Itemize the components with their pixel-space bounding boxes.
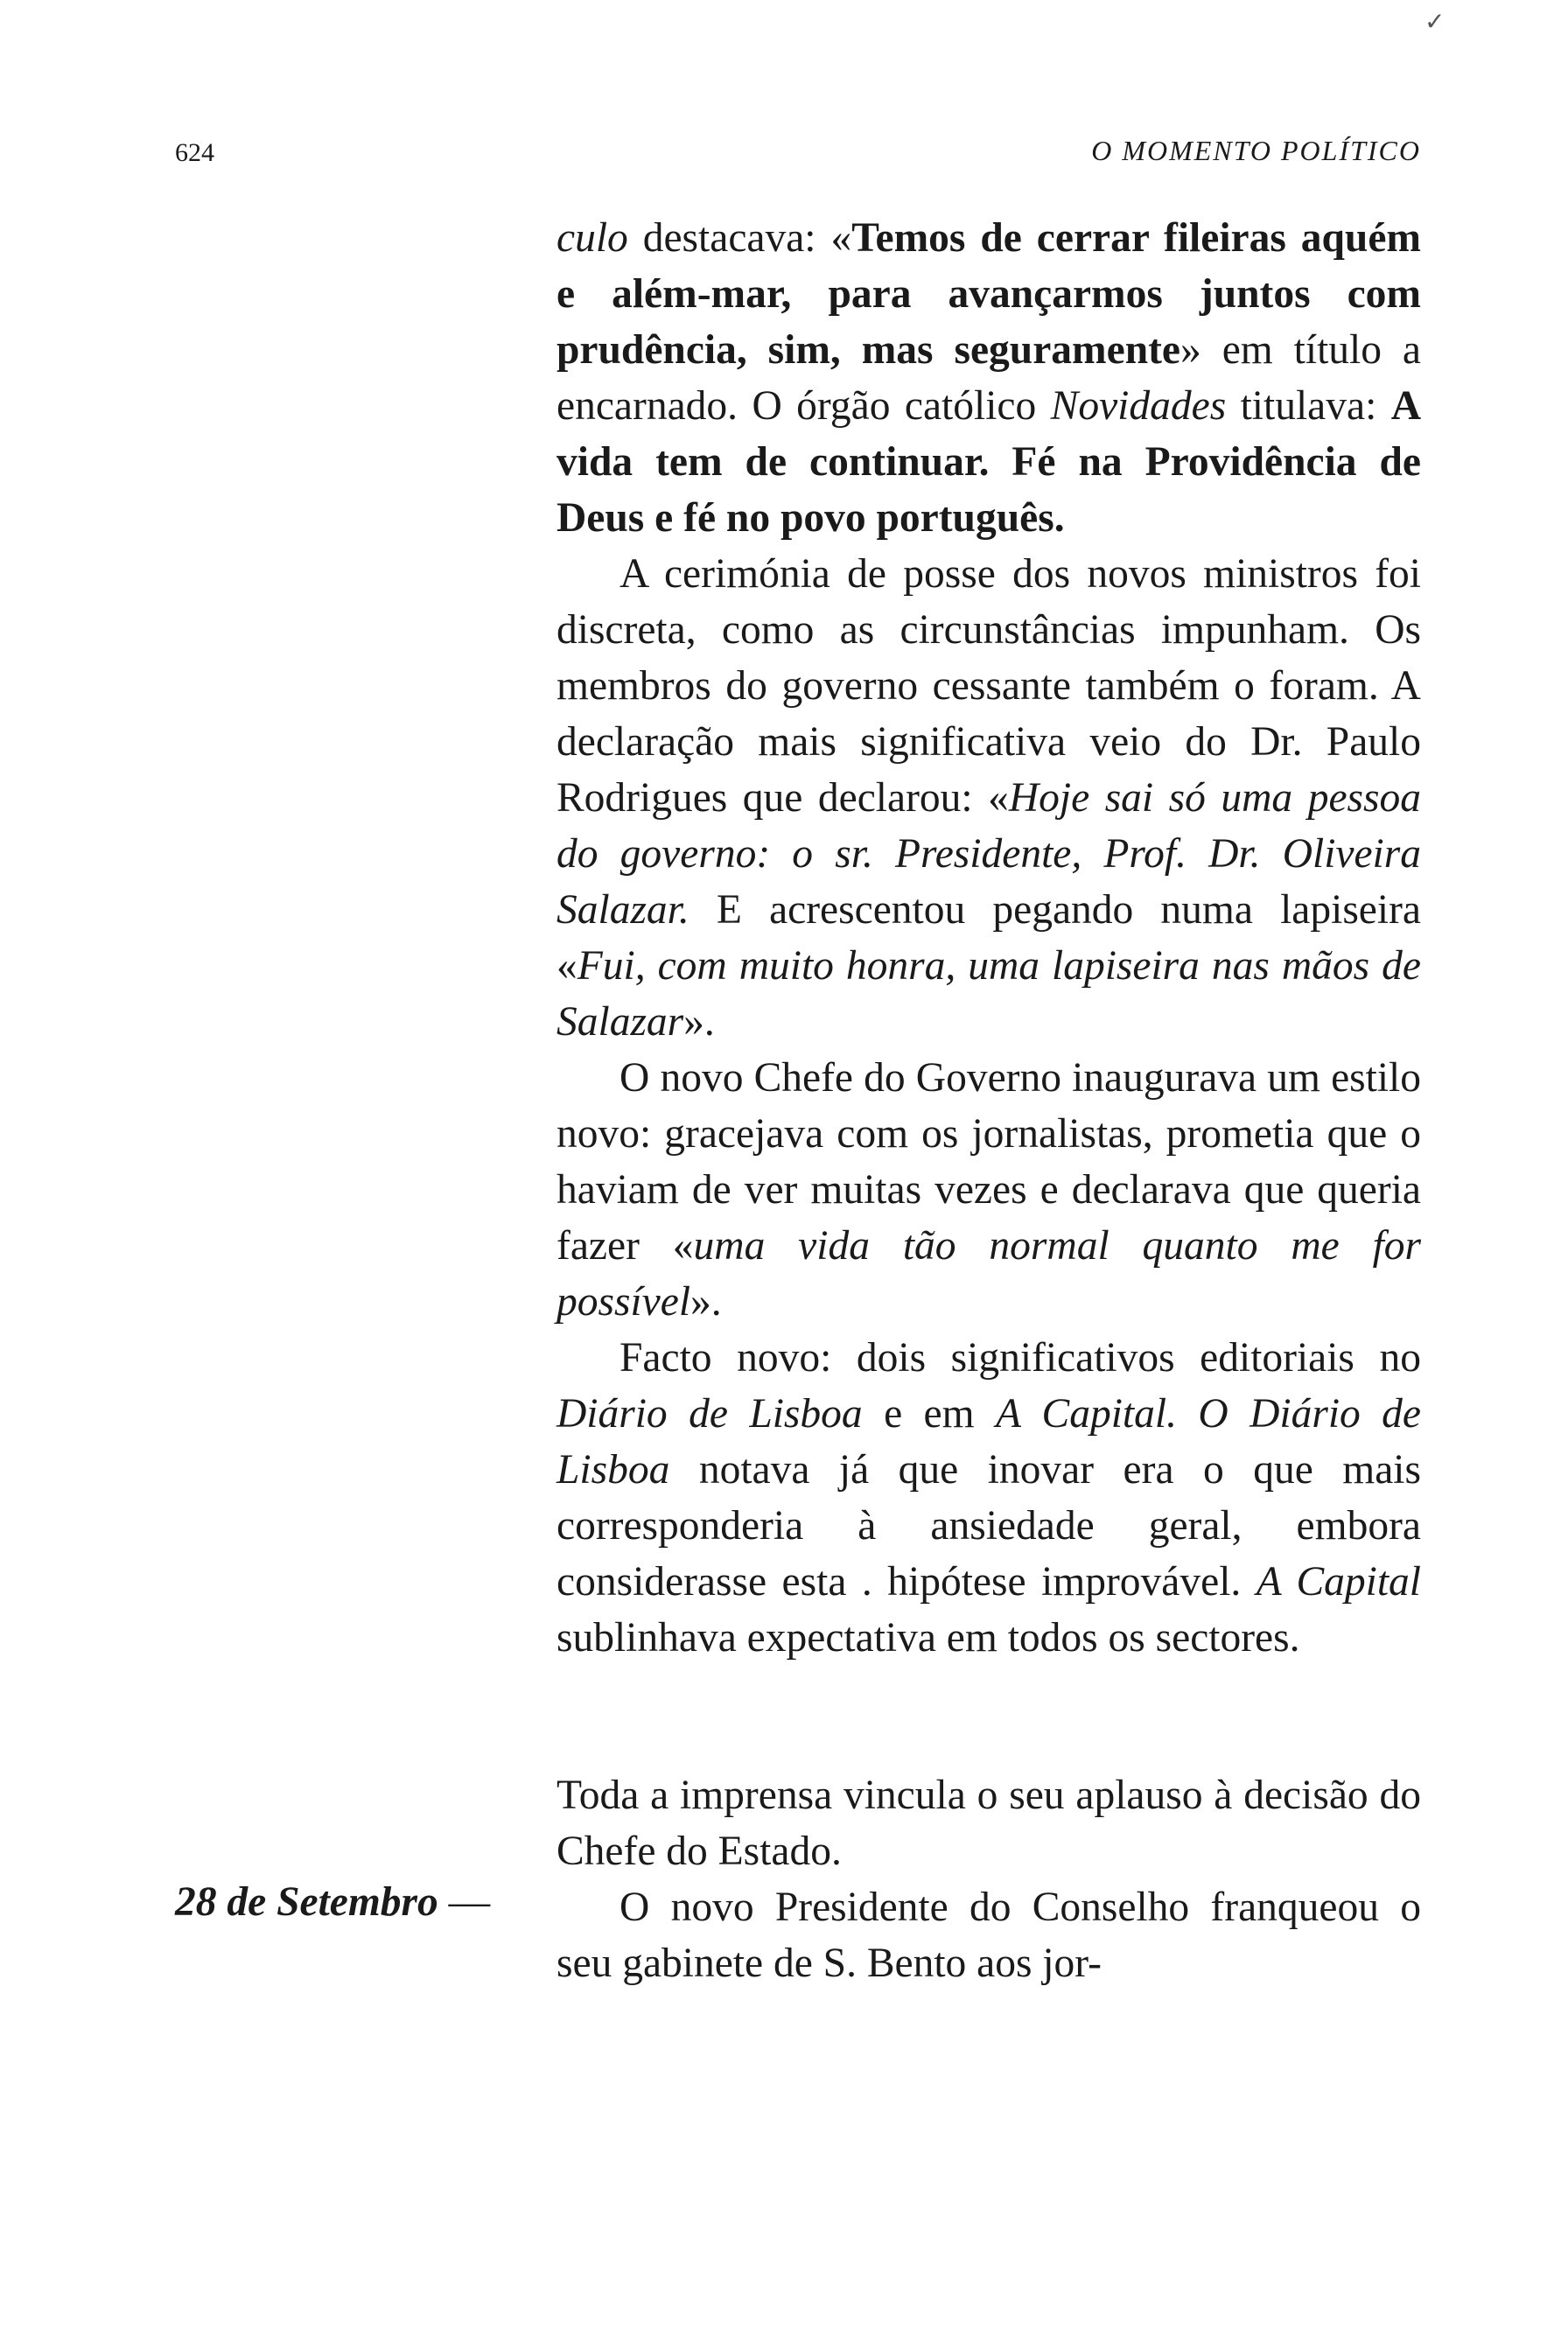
text-run: » em título a encarnado. O órgão católico (556, 327, 1421, 429)
paragraph (556, 210, 1421, 546)
date-label: 28 de Setembro (175, 1879, 438, 1925)
page-number: 624 (175, 138, 214, 167)
text-run: Temos de cerrar fileiras aquém e além-mar, para avançarmos juntos com prudência, sim, mas seguramente (556, 215, 1422, 373)
section-gap (556, 1666, 1421, 1767)
paragraph (556, 1050, 1421, 1330)
text-run: sublinhava expectativa em todos os sectores. (556, 1615, 1300, 1661)
text-run: A Capital. (996, 1391, 1177, 1437)
text-run: O novo Chefe do Governo inaugurava um estilo novo: gracejava com os jornalistas, prometia que o haviam de ver muitas vezes e declarava que queria fazer « (556, 1055, 1421, 1269)
text-run (1177, 1391, 1198, 1437)
date-dash: — (438, 1879, 491, 1925)
paragraph (556, 1330, 1421, 1666)
text-run: Hoje sai só uma pessoa do governo: o sr. Presidente, Prof. Dr. Oliveira Salazar. (556, 775, 1421, 933)
text-run: A vida tem de continuar. Fé na Providência de Deus e fé no povo português. (556, 383, 1421, 541)
text-block-top (556, 210, 1421, 1666)
paragraph (556, 1879, 1421, 1991)
text-run: e em (862, 1391, 996, 1437)
text-run: A Capital (1256, 1559, 1421, 1605)
text-run: Facto novo: dois significativos editoriais no (620, 1335, 1421, 1381)
paragraph (556, 546, 1421, 1050)
text-run: uma vida tão normal quanto me for possível (556, 1223, 1422, 1325)
text-run: titulava: (1226, 383, 1391, 429)
text-block-entry (556, 1767, 1421, 1991)
text-run: Fui, com muito honra, uma lapiseira nas mãos de Salazar (556, 943, 1421, 1045)
paragraph (556, 1767, 1421, 1879)
pen-tick-mark: ✓ (1424, 9, 1446, 36)
date-sidenote (175, 1874, 490, 1930)
text-run: O Diário de Lisboa (556, 1391, 1421, 1493)
text-run: ». (690, 1279, 722, 1325)
running-title: O MOMENTO POLÍTICO (1091, 135, 1421, 166)
text-run: A cerimónia de posse dos novos ministros foi discreta, como as circunstâncias impunham. Os membros do governo cessante também o foram. A declaração mais significativa veio do Dr. Paulo Rodrigues que declarou: « (556, 551, 1421, 821)
text-run: notava já que inovar era o que mais corresponderia à ansiedade geral, embora considerasse esta . hipótese improvável. (556, 1447, 1421, 1605)
text-run: culo (556, 215, 628, 261)
text-run: ». (683, 999, 715, 1045)
main-text (556, 210, 1421, 1991)
text-run: Novidades (1050, 383, 1227, 429)
text-run: E acrescentou pegando numa lapiseira « (556, 887, 1421, 989)
text-run: Toda a imprensa vincula o seu aplauso à decisão do Chefe do Estado. (556, 1773, 1421, 1874)
text-run: Diário de Lisboa (556, 1391, 863, 1437)
text-run: O novo Presidente do Conselho franqueou o seu gabinete de S. Bento aos jor- (556, 1885, 1421, 1986)
text-run: destacava: « (627, 215, 852, 261)
